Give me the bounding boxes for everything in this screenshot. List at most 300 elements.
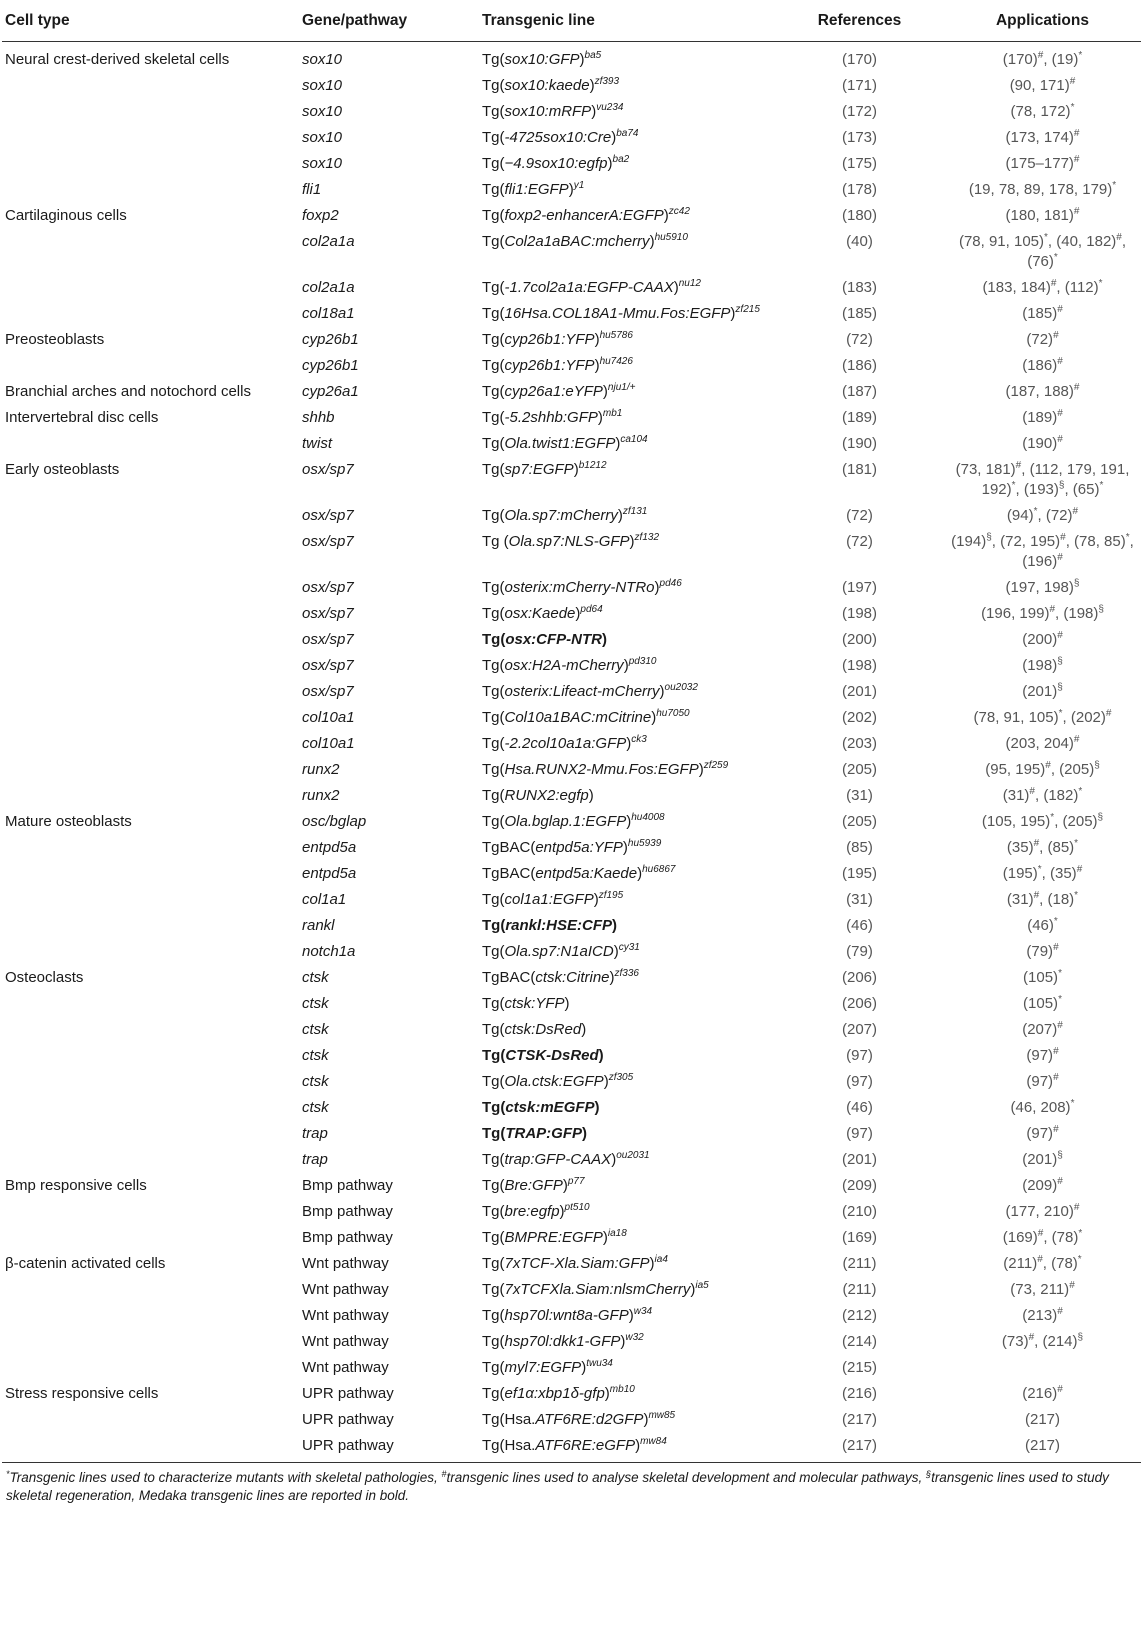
gene-pathway: cyp26b1 bbox=[302, 357, 359, 374]
transgenic-line: Tg(−4.9sox10:egfp)$^{ba2}$ bbox=[482, 154, 630, 172]
transgenic-line: Tg(osterix:mCherry-NTRo)$^{pd46}$ bbox=[482, 578, 682, 596]
applications: (190)# bbox=[1022, 434, 1063, 452]
cell-type bbox=[2, 1069, 299, 1095]
applications: (73, 181)#, (112, 179, 191, 192)*, (193)§, (65)* bbox=[955, 460, 1130, 498]
cell-type bbox=[2, 229, 299, 275]
gene-pathway: Wnt pathway bbox=[302, 1255, 389, 1272]
reference: (181) bbox=[841, 461, 878, 478]
table-row bbox=[2, 203, 1141, 229]
reference: (187) bbox=[841, 383, 878, 400]
transgenic-line: TgBAC(entpd5a:Kaede)$^{hu6867}$ bbox=[482, 864, 676, 882]
reference: (97) bbox=[846, 1047, 873, 1064]
reference: (46) bbox=[846, 1099, 873, 1116]
gene-pathway: cyp26b1 bbox=[302, 331, 359, 348]
applications: (97)# bbox=[1026, 1124, 1059, 1142]
gene-pathway: runx2 bbox=[302, 761, 340, 778]
transgenic-line: Tg(fli1:EGFP)$^{y1}$ bbox=[482, 180, 585, 198]
table-row bbox=[2, 1329, 1141, 1355]
reference: (171) bbox=[841, 77, 878, 94]
reference: (185) bbox=[841, 305, 878, 322]
table-row bbox=[2, 327, 1141, 353]
gene-pathway: col2a1a bbox=[302, 279, 355, 296]
applications: (177, 210)# bbox=[1005, 1202, 1080, 1220]
applications: (194)§, (72, 195)#, (78, 85)*, (196)# bbox=[951, 532, 1134, 570]
gene-pathway: foxp2 bbox=[302, 207, 339, 224]
applications: (46, 208)* bbox=[1010, 1098, 1075, 1116]
cell-type bbox=[2, 275, 299, 301]
reference: (207) bbox=[841, 1021, 878, 1038]
cell-type bbox=[2, 431, 299, 457]
cell-type bbox=[2, 1121, 299, 1147]
table-row bbox=[2, 405, 1141, 431]
table-row bbox=[2, 887, 1141, 913]
gene-pathway: Wnt pathway bbox=[302, 1281, 389, 1298]
cell-type bbox=[2, 177, 299, 203]
table-row bbox=[2, 627, 1141, 653]
cell-type bbox=[2, 1095, 299, 1121]
cell-type bbox=[2, 731, 299, 757]
cell-type bbox=[2, 575, 299, 601]
reference: (211) bbox=[842, 1255, 877, 1272]
cell-type: β-catenin activated cells bbox=[5, 1255, 166, 1272]
applications: (72)# bbox=[1026, 330, 1059, 348]
transgenic-line: Tg(sp7:EGFP)$^{b1212}$ bbox=[482, 460, 607, 478]
transgenic-line: Tg(Hsa.RUNX2-Mmu.Fos:EGFP)$^{zf259}$ bbox=[482, 760, 729, 778]
gene-pathway: entpd5a bbox=[302, 865, 357, 882]
transgenic-line: Tg(osx:Kaede)$^{pd64}$ bbox=[482, 604, 603, 622]
table-row bbox=[2, 99, 1141, 125]
cell-type bbox=[2, 73, 299, 99]
table-row bbox=[2, 757, 1141, 783]
table-row bbox=[2, 913, 1141, 939]
transgenic-line: Tg(trap:GFP-CAAX)$^{ou2031}$ bbox=[482, 1150, 650, 1168]
applications: (201)§ bbox=[1022, 682, 1063, 700]
gene-pathway: rankl bbox=[302, 917, 335, 934]
table-row bbox=[2, 1303, 1141, 1329]
reference: (195) bbox=[841, 865, 878, 882]
table-row bbox=[2, 965, 1141, 991]
gene-pathway: osx/sp7 bbox=[302, 461, 354, 478]
reference: (72) bbox=[846, 331, 873, 348]
applications: (78, 91, 105)*, (202)# bbox=[973, 708, 1112, 726]
gene-pathway: sox10 bbox=[302, 155, 343, 172]
gene-pathway: ctsk bbox=[302, 995, 329, 1012]
transgenic-line: Tg(-4725sox10:Cre)$^{ba74}$ bbox=[482, 128, 639, 146]
reference: (173) bbox=[841, 129, 878, 146]
cell-type bbox=[2, 1043, 299, 1069]
cell-type: Bmp responsive cells bbox=[5, 1177, 147, 1194]
table-row bbox=[2, 601, 1141, 627]
cell-type bbox=[2, 503, 299, 529]
transgenic-line: Tg(cyp26b1:YFP)$^{hu5786}$ bbox=[482, 330, 633, 348]
transgenic-line: Tg(TRAP:GFP) bbox=[482, 1125, 587, 1142]
table-row bbox=[2, 1433, 1141, 1463]
cell-type: Stress responsive cells bbox=[5, 1385, 159, 1402]
table-row bbox=[2, 1173, 1141, 1199]
transgenic-line: Tg(Ola.bglap.1:EGFP)$^{hu4008}$ bbox=[482, 812, 665, 830]
table-row bbox=[2, 1069, 1141, 1095]
reference: (186) bbox=[841, 357, 878, 374]
transgenic-line: Tg(bre:egfp)$^{pt510}$ bbox=[482, 1202, 590, 1220]
table-row bbox=[2, 73, 1141, 99]
table-row bbox=[2, 991, 1141, 1017]
table-row bbox=[2, 1407, 1141, 1433]
table-row bbox=[2, 653, 1141, 679]
transgenic-line: Tg(foxp2-enhancerA:EGFP)$^{zc42}$ bbox=[482, 206, 690, 224]
gene-pathway: trap bbox=[302, 1125, 328, 1142]
applications: (73)#, (214)§ bbox=[1001, 1332, 1084, 1350]
transgenic-line: Tg(cyp26a1:eYFP)$^{nju1/+}$ bbox=[482, 382, 636, 400]
applications: (170)#, (19)* bbox=[1002, 50, 1083, 68]
table-row bbox=[2, 1043, 1141, 1069]
gene-pathway: sox10 bbox=[302, 129, 343, 146]
applications: (195)*, (35)# bbox=[1002, 864, 1083, 882]
transgenic-line: Tg(Ola.sp7:N1aICD)$^{cy31}$ bbox=[482, 942, 640, 960]
reference: (216) bbox=[841, 1385, 878, 1402]
table-row bbox=[2, 151, 1141, 177]
gene-pathway: Bmp pathway bbox=[302, 1229, 393, 1246]
applications: (187, 188)# bbox=[1005, 382, 1080, 400]
transgenic-lines-table bbox=[2, 0, 1141, 1463]
gene-pathway: trap bbox=[302, 1151, 328, 1168]
gene-pathway: col18a1 bbox=[302, 305, 355, 322]
cell-type: Preosteoblasts bbox=[5, 331, 105, 348]
cell-type bbox=[2, 529, 299, 575]
gene-pathway: Wnt pathway bbox=[302, 1307, 389, 1324]
applications: (173, 174)# bbox=[1005, 128, 1080, 146]
reference: (183) bbox=[841, 279, 878, 296]
transgenic-line: Tg(ctsk:mEGFP) bbox=[482, 1099, 600, 1116]
gene-pathway: UPR pathway bbox=[302, 1411, 394, 1428]
gene-pathway: osx/sp7 bbox=[302, 605, 354, 622]
table-row bbox=[2, 731, 1141, 757]
transgenic-line: Tg(Col2a1aBAC:mcherry)$^{hu5910}$ bbox=[482, 232, 688, 250]
gene-pathway: fli1 bbox=[302, 181, 322, 198]
transgenic-line: Tg(rankl:HSE:CFP) bbox=[482, 917, 618, 934]
gene-pathway: col10a1 bbox=[302, 709, 355, 726]
gene-pathway: UPR pathway bbox=[302, 1437, 394, 1454]
transgenic-line: Tg(16Hsa.COL18A1-Mmu.Fos:EGFP)$^{zf215}$ bbox=[482, 304, 760, 322]
table-row bbox=[2, 1199, 1141, 1225]
applications: (189)# bbox=[1022, 408, 1063, 426]
transgenic-line: Tg(Ola.ctsk:EGFP)$^{zf305}$ bbox=[482, 1072, 634, 1090]
transgenic-line: TgBAC(ctsk:Citrine)$^{zf336}$ bbox=[482, 968, 639, 986]
table-header bbox=[2, 0, 1141, 42]
table-row bbox=[2, 783, 1141, 809]
reference: (189) bbox=[841, 409, 878, 426]
reference: (172) bbox=[841, 103, 878, 120]
applications: (19, 78, 89, 178, 179)* bbox=[968, 180, 1117, 198]
applications: (90, 171)# bbox=[1009, 76, 1076, 94]
applications: (97)# bbox=[1026, 1072, 1059, 1090]
table-row bbox=[2, 379, 1141, 405]
reference: (198) bbox=[841, 657, 878, 674]
gene-pathway: ctsk bbox=[302, 969, 329, 986]
reference: (40) bbox=[846, 233, 873, 250]
table-footnote: *Transgenic lines used to characterize mutants with skeletal pathologies, #transgenic lines used to analyse skeletal development and molecular pathways, §transgenic lines used to study skeletal regeneration, Medaka transgenic lines are reported in bold. bbox=[6, 1469, 1109, 1503]
table-row bbox=[2, 431, 1141, 457]
gene-pathway: Wnt pathway bbox=[302, 1333, 389, 1350]
transgenic-line: Tg(osterix:Lifeact-mCherry)$^{ou2032}$ bbox=[482, 682, 698, 700]
cell-type bbox=[2, 1303, 299, 1329]
table-row bbox=[2, 1017, 1141, 1043]
applications: (198)§ bbox=[1022, 656, 1063, 674]
gene-pathway: osx/sp7 bbox=[302, 683, 354, 700]
transgenic-line: Tg (Ola.sp7:NLS-GFP)$^{zf132}$ bbox=[482, 532, 660, 550]
transgenic-line: Tg(-1.7col2a1a:EGFP-CAAX)$^{nu12}$ bbox=[482, 278, 701, 296]
transgenic-line: Tg(CTSK-DsRed) bbox=[482, 1047, 604, 1064]
cell-type bbox=[2, 99, 299, 125]
cell-type: Mature osteoblasts bbox=[5, 813, 132, 830]
table-row bbox=[2, 705, 1141, 731]
table-row bbox=[2, 503, 1141, 529]
transgenic-line: Tg(Ola.twist1:EGFP)$^{ca104}$ bbox=[482, 434, 648, 452]
cell-type bbox=[2, 1433, 299, 1463]
applications: (207)# bbox=[1022, 1020, 1063, 1038]
transgenic-line: Tg(-5.2shhb:GFP)$^{mb1}$ bbox=[482, 408, 623, 426]
reference: (210) bbox=[841, 1203, 878, 1220]
reference: (170) bbox=[841, 51, 878, 68]
cell-type bbox=[2, 627, 299, 653]
table-body bbox=[2, 42, 1141, 1463]
transgenic-line: Tg(osx:H2A-mCherry)$^{pd310}$ bbox=[482, 656, 657, 674]
reference: (178) bbox=[841, 181, 878, 198]
header-gene-pathway: Gene/pathway bbox=[299, 0, 479, 42]
applications: (183, 184)#, (112)* bbox=[982, 278, 1103, 296]
gene-pathway: ctsk bbox=[302, 1047, 329, 1064]
gene-pathway: col10a1 bbox=[302, 735, 355, 752]
gene-pathway: osx/sp7 bbox=[302, 657, 354, 674]
reference: (46) bbox=[846, 917, 873, 934]
cell-type bbox=[2, 861, 299, 887]
cell-type: Early osteoblasts bbox=[5, 461, 120, 478]
applications: (213)# bbox=[1022, 1306, 1063, 1324]
header-cell-type: Cell type bbox=[2, 0, 299, 42]
table-row bbox=[2, 1277, 1141, 1303]
cell-type bbox=[2, 125, 299, 151]
cell-type bbox=[2, 601, 299, 627]
applications: (203, 204)# bbox=[1005, 734, 1080, 752]
reference: (202) bbox=[841, 709, 878, 726]
table-row bbox=[2, 809, 1141, 835]
applications: (201)§ bbox=[1022, 1150, 1063, 1168]
gene-pathway: osx/sp7 bbox=[302, 631, 354, 648]
applications: (31)#, (182)* bbox=[1002, 786, 1083, 804]
applications: (209)# bbox=[1022, 1176, 1063, 1194]
table-row bbox=[2, 835, 1141, 861]
applications: (180, 181)# bbox=[1005, 206, 1080, 224]
table-row bbox=[2, 301, 1141, 327]
applications: (197, 198)§ bbox=[1005, 578, 1080, 596]
applications: (78, 91, 105)*, (40, 182)#, (76)* bbox=[958, 232, 1127, 270]
table-row bbox=[2, 42, 1141, 74]
applications: (73, 211)# bbox=[1010, 1280, 1075, 1298]
reference: (197) bbox=[841, 579, 878, 596]
reference: (205) bbox=[841, 761, 878, 778]
transgenic-line: Tg(7xTCF-Xla.Siam:GFP)$^{ia4}$ bbox=[482, 1254, 668, 1272]
cell-type bbox=[2, 1199, 299, 1225]
cell-type: Neural crest-derived skeletal cells bbox=[5, 51, 230, 68]
applications: (185)# bbox=[1022, 304, 1063, 322]
transgenic-line: Tg(ef1α:xbp1δ-gfp)$^{mb10}$ bbox=[482, 1384, 635, 1402]
reference: (206) bbox=[841, 969, 878, 986]
applications: (175–177)# bbox=[1005, 154, 1080, 172]
reference: (212) bbox=[841, 1307, 878, 1324]
cell-type bbox=[2, 151, 299, 177]
transgenic-line: Tg(Hsa.ATF6RE:d2GFP)$^{mw85}$ bbox=[482, 1410, 676, 1428]
cell-type bbox=[2, 1147, 299, 1173]
cell-type bbox=[2, 1225, 299, 1251]
gene-pathway: sox10 bbox=[302, 103, 343, 120]
table-row bbox=[2, 679, 1141, 705]
table-row bbox=[2, 861, 1141, 887]
table-row bbox=[2, 353, 1141, 379]
transgenic-line: Tg(ctsk:DsRed) bbox=[482, 1021, 587, 1038]
applications: (79)# bbox=[1026, 942, 1059, 960]
transgenic-line: Tg(sox10:kaede)$^{zf393}$ bbox=[482, 76, 620, 94]
gene-pathway: UPR pathway bbox=[302, 1385, 394, 1402]
gene-pathway: ctsk bbox=[302, 1073, 329, 1090]
table-row bbox=[2, 1147, 1141, 1173]
applications: (95, 195)#, (205)§ bbox=[985, 760, 1100, 778]
header-applications: Applications bbox=[945, 0, 1141, 42]
table-row bbox=[2, 939, 1141, 965]
applications: (46)* bbox=[1027, 916, 1058, 934]
gene-pathway: Bmp pathway bbox=[302, 1177, 393, 1194]
reference: (180) bbox=[841, 207, 878, 224]
reference: (79) bbox=[846, 943, 873, 960]
cell-type bbox=[2, 1355, 299, 1381]
transgenic-line: Tg(sox10:GFP)$^{ba5}$ bbox=[482, 50, 602, 68]
reference: (217) bbox=[841, 1411, 878, 1428]
applications: (94)*, (72)# bbox=[1006, 506, 1079, 524]
gene-pathway: osx/sp7 bbox=[302, 507, 354, 524]
transgenic-line: Tg(Col10a1BAC:mCitrine)$^{hu7050}$ bbox=[482, 708, 690, 726]
applications: (78, 172)* bbox=[1010, 102, 1075, 120]
applications: (186)# bbox=[1022, 356, 1063, 374]
reference: (198) bbox=[841, 605, 878, 622]
transgenic-line: Tg(hsp70l:wnt8a-GFP)$^{w34}$ bbox=[482, 1306, 653, 1324]
table-row bbox=[2, 275, 1141, 301]
transgenic-line: Tg(Hsa.ATF6RE:eGFP)$^{mw84}$ bbox=[482, 1436, 667, 1454]
transgenic-line: Tg(cyp26b1:YFP)$^{hu7426}$ bbox=[482, 356, 633, 374]
cell-type bbox=[2, 913, 299, 939]
gene-pathway: osc/bglap bbox=[302, 813, 367, 830]
header-transgenic-line: Transgenic line bbox=[479, 0, 775, 42]
cell-type bbox=[2, 679, 299, 705]
applications: (196, 199)#, (198)§ bbox=[981, 604, 1104, 622]
reference: (201) bbox=[841, 1151, 878, 1168]
reference: (190) bbox=[841, 435, 878, 452]
cell-type: Cartilaginous cells bbox=[5, 207, 127, 224]
reference: (200) bbox=[841, 631, 878, 648]
transgenic-line: Tg(col1a1:EGFP)$^{zf195}$ bbox=[482, 890, 624, 908]
applications: (105, 195)*, (205)§ bbox=[981, 812, 1104, 830]
table-row bbox=[2, 1381, 1141, 1407]
gene-pathway: Wnt pathway bbox=[302, 1359, 389, 1376]
reference: (215) bbox=[841, 1359, 878, 1376]
cell-type bbox=[2, 1017, 299, 1043]
applications: (105)* bbox=[1023, 968, 1062, 986]
gene-pathway: ctsk bbox=[302, 1021, 329, 1038]
applications: (216)# bbox=[1022, 1384, 1063, 1402]
table-row bbox=[2, 1095, 1141, 1121]
cell-type bbox=[2, 887, 299, 913]
transgenic-line: Tg(ctsk:YFP) bbox=[482, 995, 570, 1012]
reference: (72) bbox=[846, 533, 873, 550]
reference: (72) bbox=[846, 507, 873, 524]
reference: (217) bbox=[841, 1437, 878, 1454]
table-row bbox=[2, 1355, 1141, 1381]
applications: (31)#, (18)* bbox=[1006, 890, 1079, 908]
reference: (206) bbox=[841, 995, 878, 1012]
table-row bbox=[2, 1121, 1141, 1147]
transgenic-line: Tg(BMPRE:EGFP)$^{ia18}$ bbox=[482, 1228, 627, 1246]
transgenic-line: Tg(myl7:EGFP)$^{twu34}$ bbox=[482, 1358, 613, 1376]
transgenic-line: Tg(7xTCFXla.Siam:nlsmCherry)$^{ia5}$ bbox=[482, 1280, 709, 1298]
gene-pathway: ctsk bbox=[302, 1099, 329, 1116]
table-row bbox=[2, 177, 1141, 203]
cell-type bbox=[2, 783, 299, 809]
cell-type bbox=[2, 757, 299, 783]
cell-type: Intervertebral disc cells bbox=[5, 409, 159, 426]
cell-type: Branchial arches and notochord cells bbox=[5, 383, 251, 400]
gene-pathway: col2a1a bbox=[302, 233, 355, 250]
table-row bbox=[2, 125, 1141, 151]
gene-pathway: entpd5a bbox=[302, 839, 357, 856]
reference: (97) bbox=[846, 1125, 873, 1142]
applications: (35)#, (85)* bbox=[1006, 838, 1079, 856]
reference: (214) bbox=[841, 1333, 878, 1350]
gene-pathway: col1a1 bbox=[302, 891, 347, 908]
cell-type bbox=[2, 1277, 299, 1303]
reference: (209) bbox=[841, 1177, 878, 1194]
cell-type bbox=[2, 353, 299, 379]
gene-pathway: cyp26a1 bbox=[302, 383, 359, 400]
reference: (205) bbox=[841, 813, 878, 830]
transgenic-line: Tg(Bre:GFP)$^{p77}$ bbox=[482, 1176, 585, 1194]
cell-type bbox=[2, 1407, 299, 1433]
gene-pathway: shhb bbox=[302, 409, 335, 426]
transgenic-line: TgBAC(entpd5a:YFP)$^{hu5939}$ bbox=[482, 838, 662, 856]
reference: (203) bbox=[841, 735, 878, 752]
applications: (217) bbox=[1024, 1411, 1061, 1428]
transgenic-line: Tg(Ola.sp7:mCherry)$^{zf131}$ bbox=[482, 506, 648, 524]
table-row bbox=[2, 457, 1141, 503]
transgenic-line: Tg(osx:CFP-NTR) bbox=[482, 631, 607, 648]
cell-type bbox=[2, 835, 299, 861]
transgenic-line: Tg(sox10:mRFP)$^{vu234}$ bbox=[482, 102, 624, 120]
gene-pathway: osx/sp7 bbox=[302, 533, 354, 550]
gene-pathway: osx/sp7 bbox=[302, 579, 354, 596]
reference: (31) bbox=[846, 787, 873, 804]
applications bbox=[945, 1355, 1141, 1381]
cell-type bbox=[2, 653, 299, 679]
reference: (211) bbox=[842, 1281, 877, 1298]
gene-pathway: sox10 bbox=[302, 77, 343, 94]
table-row bbox=[2, 575, 1141, 601]
reference: (169) bbox=[841, 1229, 878, 1246]
gene-pathway: sox10 bbox=[302, 51, 343, 68]
gene-pathway: twist bbox=[302, 435, 332, 452]
gene-pathway: notch1a bbox=[302, 943, 356, 960]
reference: (31) bbox=[846, 891, 873, 908]
cell-type bbox=[2, 301, 299, 327]
transgenic-line: Tg(RUNX2:egfp) bbox=[482, 787, 594, 804]
reference: (175) bbox=[841, 155, 878, 172]
applications: (169)#, (78)* bbox=[1002, 1228, 1083, 1246]
table-row bbox=[2, 1251, 1141, 1277]
